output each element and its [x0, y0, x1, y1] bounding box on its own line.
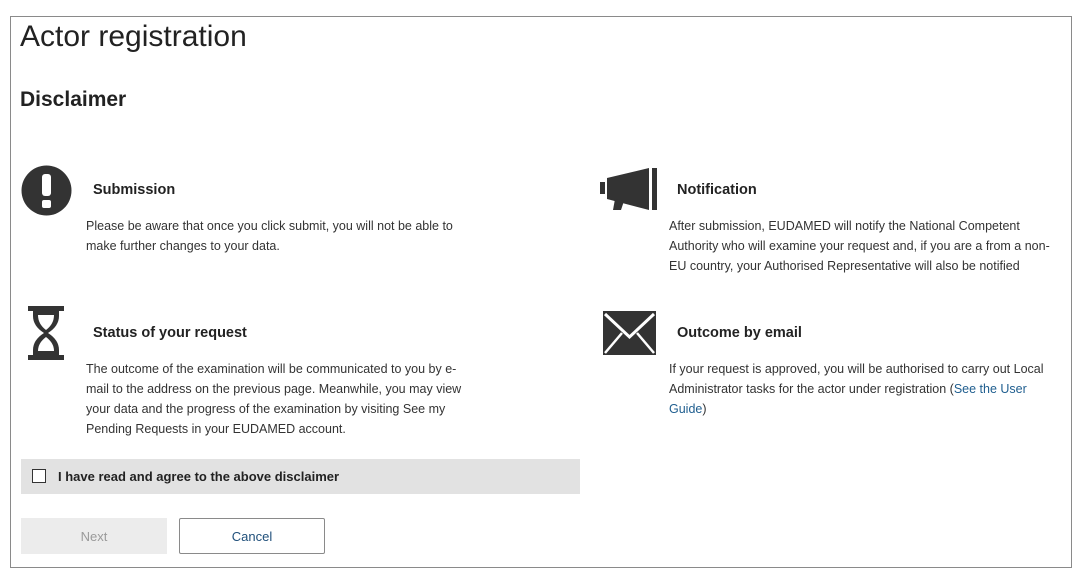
outcome-text: If your request is approved, you will be authorised to carry out Local Administrator tasks for the actor under registration (See the User Guide) [669, 362, 1044, 416]
megaphone-icon [600, 168, 658, 212]
agreement-row[interactable] [21, 459, 580, 494]
outcome-title: Outcome by email [677, 325, 802, 341]
next-button[interactable]: Next [21, 518, 167, 554]
submission-title: Submission [93, 182, 176, 198]
hourglass-icon [28, 306, 64, 360]
page-title: Actor registration [20, 20, 247, 53]
agree-checkbox[interactable] [32, 469, 46, 483]
user-guide-link[interactable]: See the User [953, 382, 1027, 396]
exclamation-icon [21, 165, 72, 216]
user-guide-link-cont[interactable]: Guide [669, 402, 703, 416]
notification-text: After submission, EUDAMED will notify the National Competent Authority who will examine your request and, if you are a from a non- EU country, your Authorised Representative will also be notified [669, 219, 1050, 273]
agree-label[interactable]: I have read and agree to the above disclaimer [58, 469, 340, 484]
envelope-icon [603, 311, 656, 355]
cancel-button[interactable]: Cancel [179, 518, 325, 554]
status-text: The outcome of the examination will be communicated to you by e- mail to the address on the previous page. Meanwhile, you may view your data and the progress of the examination by visiting See my Pending Requests in your EUDAMED account. [86, 362, 462, 436]
notification-title: Notification [677, 182, 757, 198]
section-title: Disclaimer [20, 88, 127, 111]
submission-text: Please be aware that once you click submit, you will not be able to make further changes to your data. [86, 219, 453, 253]
status-title: Status of your request [93, 325, 247, 341]
